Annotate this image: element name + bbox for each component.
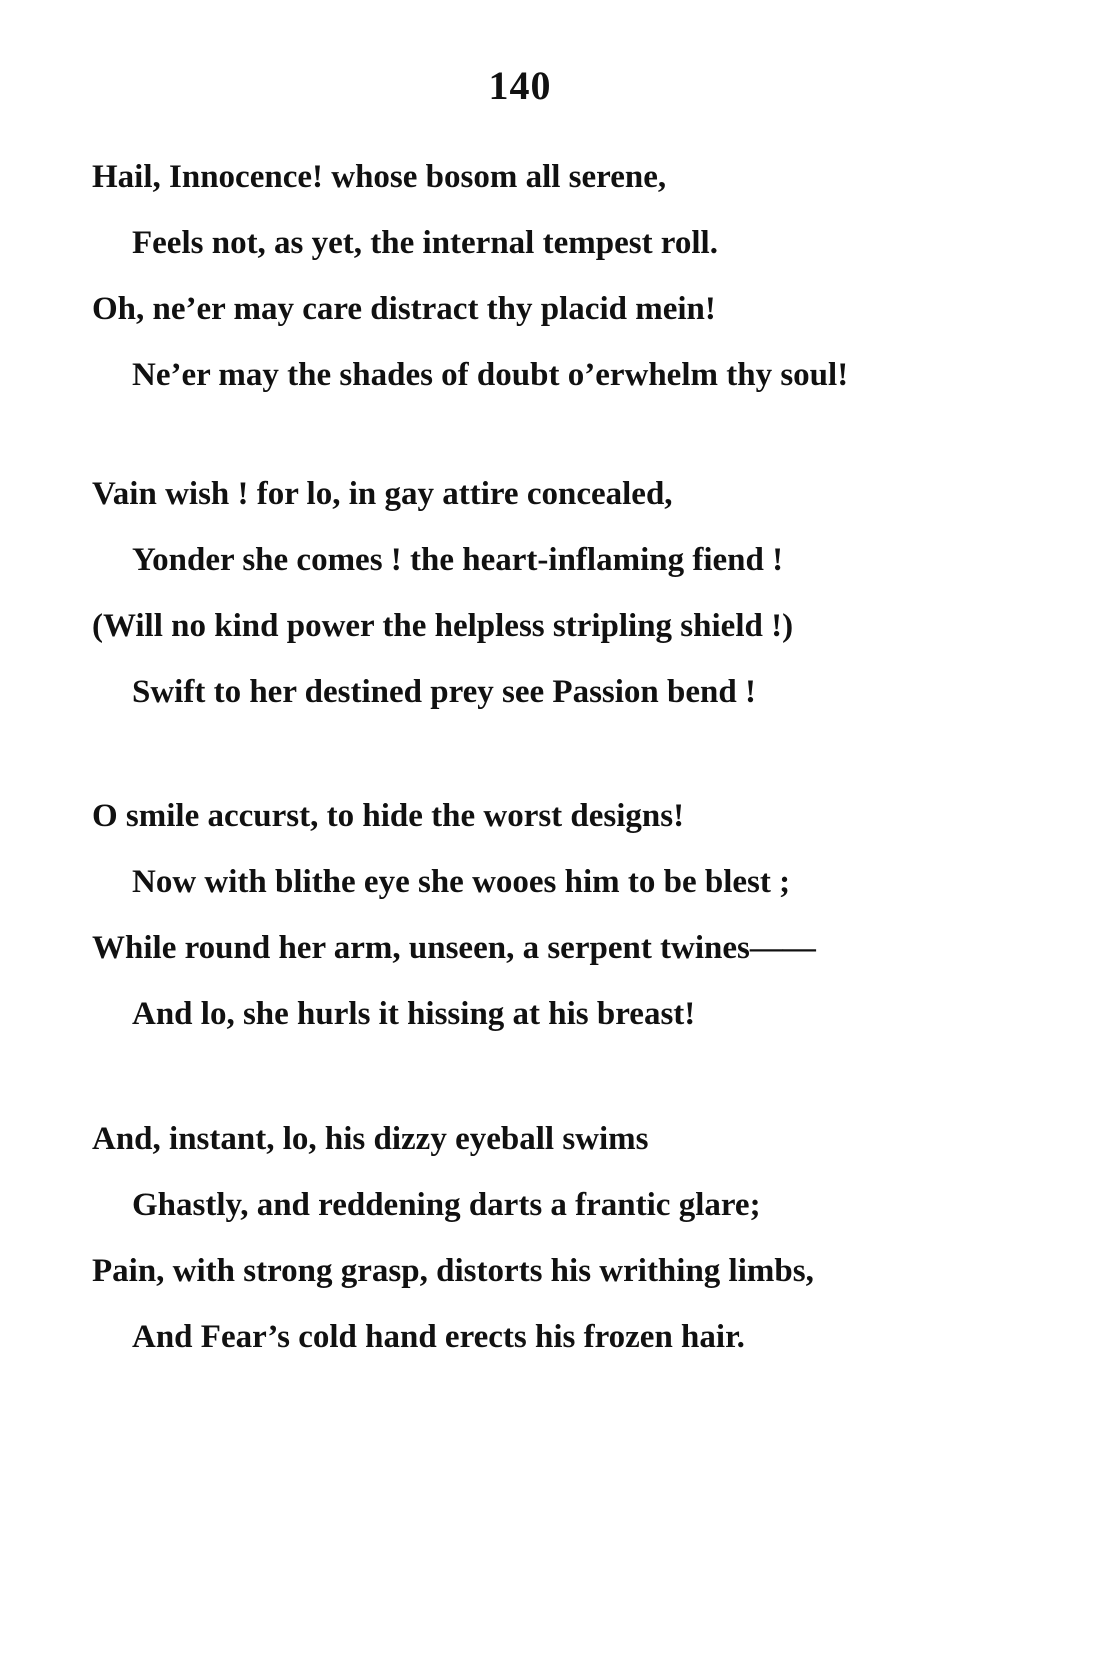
verse-line: Feels not, as yet, the internal tempest roll. (132, 225, 718, 261)
verse-line: Now with blithe eye she wooes him to be blest ; (132, 864, 791, 900)
stanza (92, 783, 992, 1047)
verse-line: And Fear’s cold hand erects his frozen hair. (132, 1319, 745, 1355)
verse-line: Oh, ne’er may care distract thy placid mein! (92, 291, 716, 327)
stanza (92, 461, 992, 725)
verse-line: And, instant, lo, his dizzy eyeball swims (92, 1121, 649, 1157)
page-number: 140 (488, 63, 552, 108)
verse-line: Hail, Innocence! whose bosom all serene, (92, 159, 667, 195)
verse-line: O smile accurst, to hide the worst designs! (92, 798, 685, 834)
verse-line: Pain, with strong grasp, distorts his writhing limbs, (92, 1253, 814, 1289)
verse-line: Swift to her destined prey see Passion bend ! (132, 674, 756, 710)
verse-line: Ne’er may the shades of doubt o’erwhelm thy soul! (132, 357, 849, 393)
verse-line: Vain wish ! for lo, in gay attire concealed, (92, 476, 673, 512)
verse-line: And lo, she hurls it hissing at his breast! (132, 996, 696, 1032)
verse-line: (Will no kind power the helpless stripling shield !) (92, 608, 794, 644)
verse-line: While round her arm, unseen, a serpent twines—— (92, 930, 816, 966)
verse-line: Yonder she comes ! the heart-inflaming fiend ! (132, 542, 784, 578)
stanza (92, 1106, 992, 1370)
verse-line: Ghastly, and reddening darts a frantic glare; (132, 1187, 761, 1223)
stanza (92, 144, 992, 408)
